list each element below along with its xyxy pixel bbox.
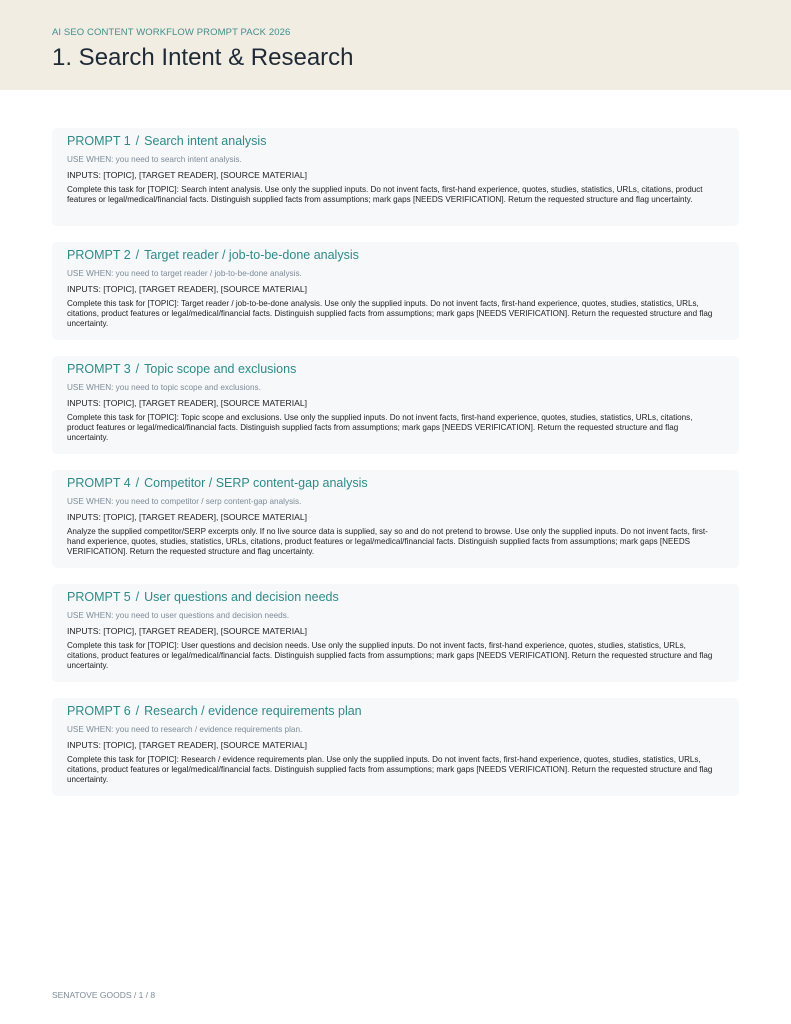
prompt-separator: / xyxy=(135,248,140,262)
prompt-card-4 xyxy=(52,470,739,568)
prompt-number: PROMPT 6 xyxy=(67,704,131,718)
prompt-separator: / xyxy=(135,704,140,718)
prompt-title xyxy=(67,704,724,719)
prompt-use-when: USE WHEN: you need to target reader / job-to-be-done analysis. xyxy=(67,269,302,278)
prompt-name: Search intent analysis xyxy=(144,134,267,148)
prompt-number: PROMPT 3 xyxy=(67,362,131,376)
prompt-use-when: USE WHEN: you need to competitor / serp content-gap analysis. xyxy=(67,497,302,506)
prompt-title xyxy=(67,590,724,605)
prompt-body: Analyze the supplied competitor/SERP excerpts only. If no live source data is supplied, say so and do not pretend to browse. Use only the supplied inputs. Do not invent facts, first-hand experience, quotes, studies, statistics, URLs, citations, product features or legal/medical/financial facts. Distinguish supplied facts from assumptions; mark gaps [NEEDS VERIFICATION]. Return the requested structure and flag uncertainty. xyxy=(67,527,708,556)
prompt-body: Complete this task for [TOPIC]: Target reader / job-to-be-done analysis. Use only the supplied inputs. Do not invent facts, first-hand experience, quotes, studies, statistics, URLs, citations, product features or legal/medical/financial facts. Distinguish supplied facts from assumptions; mark gaps [NEEDS VERIFICATION]. Return the requested structure and flag uncertainty. xyxy=(67,299,713,328)
prompt-inputs: INPUTS: [TOPIC], [TARGET READER], [SOURCE MATERIAL] xyxy=(67,740,308,750)
prompt-body: Complete this task for [TOPIC]: Research / evidence requirements plan. Use only the supplied inputs. Do not invent facts, first-hand experience, quotes, studies, statistics, URLs, citations, product features or legal/medical/financial facts. Distinguish supplied facts from assumptions; mark gaps [NEEDS VERIFICATION]. Return the requested structure and flag uncertainty. xyxy=(67,755,713,784)
prompt-use-when: USE WHEN: you need to research / evidence requirements plan. xyxy=(67,725,303,734)
prompt-number: PROMPT 5 xyxy=(67,590,131,604)
prompt-title xyxy=(67,362,724,377)
prompt-title xyxy=(67,248,724,263)
prompt-name: User questions and decision needs xyxy=(144,590,339,604)
prompt-inputs: INPUTS: [TOPIC], [TARGET READER], [SOURCE MATERIAL] xyxy=(67,512,308,522)
pack-kicker: AI SEO CONTENT WORKFLOW PROMPT PACK 2026 xyxy=(52,27,291,38)
prompt-number: PROMPT 1 xyxy=(67,134,131,148)
prompt-number: PROMPT 4 xyxy=(67,476,131,490)
prompt-inputs: INPUTS: [TOPIC], [TARGET READER], [SOURCE MATERIAL] xyxy=(67,284,308,294)
prompt-inputs: INPUTS: [TOPIC], [TARGET READER], [SOURCE MATERIAL] xyxy=(67,626,308,636)
prompt-card-6 xyxy=(52,698,739,796)
prompt-use-when: USE WHEN: you need to user questions and decision needs. xyxy=(67,611,290,620)
prompt-separator: / xyxy=(135,362,140,376)
prompt-name: Competitor / SERP content-gap analysis xyxy=(144,476,368,490)
prompt-card-2 xyxy=(52,242,739,340)
prompt-body: Complete this task for [TOPIC]: Topic scope and exclusions. Use only the supplied inputs. Do not invent facts, first-hand experience, quotes, studies, statistics, URLs, citations, product features or legal/medical/financial facts. Distinguish supplied facts from assumptions; mark gaps [NEEDS VERIFICATION]. Return the requested structure and flag uncertainty. xyxy=(67,413,693,442)
prompt-title xyxy=(67,134,724,149)
prompt-card-5 xyxy=(52,584,739,682)
prompt-number: PROMPT 2 xyxy=(67,248,131,262)
prompt-separator: / xyxy=(135,476,140,490)
prompt-card-3 xyxy=(52,356,739,454)
page-title: 1. Search Intent & Research xyxy=(52,44,354,71)
prompt-inputs: INPUTS: [TOPIC], [TARGET READER], [SOURCE MATERIAL] xyxy=(67,170,308,180)
prompt-separator: / xyxy=(135,590,140,604)
prompt-name: Research / evidence requirements plan xyxy=(144,704,362,718)
prompt-use-when: USE WHEN: you need to topic scope and exclusions. xyxy=(67,383,261,392)
page-header xyxy=(0,0,791,90)
prompt-separator: / xyxy=(135,134,140,148)
prompt-body: Complete this task for [TOPIC]: Search intent analysis. Use only the supplied inputs. Do not invent facts, first-hand experience, quotes, studies, statistics, URLs, citations, product features or legal/medical/financial facts. Distinguish supplied facts from assumptions; mark gaps [NEEDS VERIFICATION]. Return the requested structure and flag uncertainty. xyxy=(67,185,703,204)
prompt-inputs: INPUTS: [TOPIC], [TARGET READER], [SOURCE MATERIAL] xyxy=(67,398,308,408)
prompt-title xyxy=(67,476,724,491)
prompt-use-when: USE WHEN: you need to search intent analysis. xyxy=(67,155,242,164)
prompt-card-1 xyxy=(52,128,739,226)
page-footer: SENATOVE GOODS / 1 / 8 xyxy=(52,990,156,1000)
prompt-body: Complete this task for [TOPIC]: User questions and decision needs. Use only the supplied inputs. Do not invent facts, first-hand experience, quotes, studies, statistics, URLs, citations, product features or legal/medical/financial facts. Distinguish supplied facts from assumptions; mark gaps [NEEDS VERIFICATION]. Return the requested structure and flag uncertainty. xyxy=(67,641,713,670)
prompt-name: Target reader / job-to-be-done analysis xyxy=(144,248,359,262)
prompt-name: Topic scope and exclusions xyxy=(144,362,297,376)
